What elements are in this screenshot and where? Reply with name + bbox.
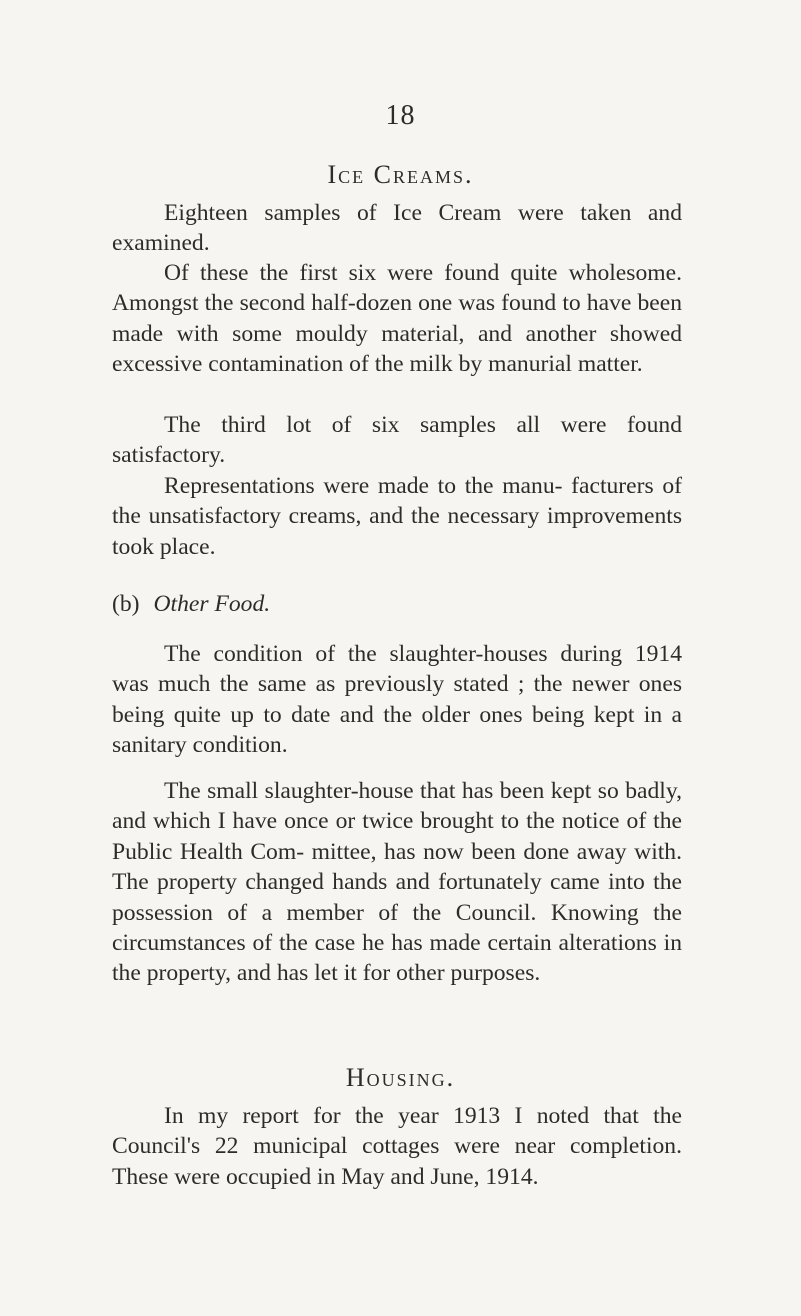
paragraph-slaughter-houses: The condition of the slaughter-houses during 1914 was much the same as previously stated ; the newer ones being quite up to date and the older ones being kept in a sanitary condition. xyxy=(112,641,682,759)
paragraph-ice-cream-third-lot: The third lot of six samples all were found satisfactory. xyxy=(112,412,682,469)
subsection-label: (b) xyxy=(112,591,140,617)
page-number: 18 xyxy=(385,100,416,131)
subsection-heading-other-food xyxy=(112,589,270,619)
paragraph-housing-cottages: In my report for the year 1913 I noted that the Council's 22 municipal cottages were near completion. These were occupied in May and June, 1914. xyxy=(112,1103,682,1190)
paragraph-ice-cream-representations: Representations were made to the manu- facturers of the unsatisfactory creams, and the necessary improvements took place. xyxy=(112,473,682,560)
section-heading-housing: Housing. xyxy=(345,1063,456,1092)
paragraph-ice-cream-findings: Of these the first six were found quite wholesome. Amongst the second half-dozen one was found to have been made with some mouldy material, and another showed excessive contamination of the milk by manurial matter. xyxy=(112,260,682,378)
subsection-title: Other Food. xyxy=(153,591,271,617)
paragraph-small-slaughter-house: The small slaughter-house that has been kept so badly, and which I have once or twice brought to the notice of the Public Health Com- mittee, has now been done away with. The property changed hands and fortunately came into the possession of a member of the Council. Knowing the circumstances of the case he has made certain alterations in the property, and has let it for other purposes. xyxy=(112,778,682,987)
paragraph-ice-cream-samples: Eighteen samples of Ice Cream were taken and examined. xyxy=(112,200,682,257)
section-heading-ice-creams: Ice Creams. xyxy=(327,160,474,189)
